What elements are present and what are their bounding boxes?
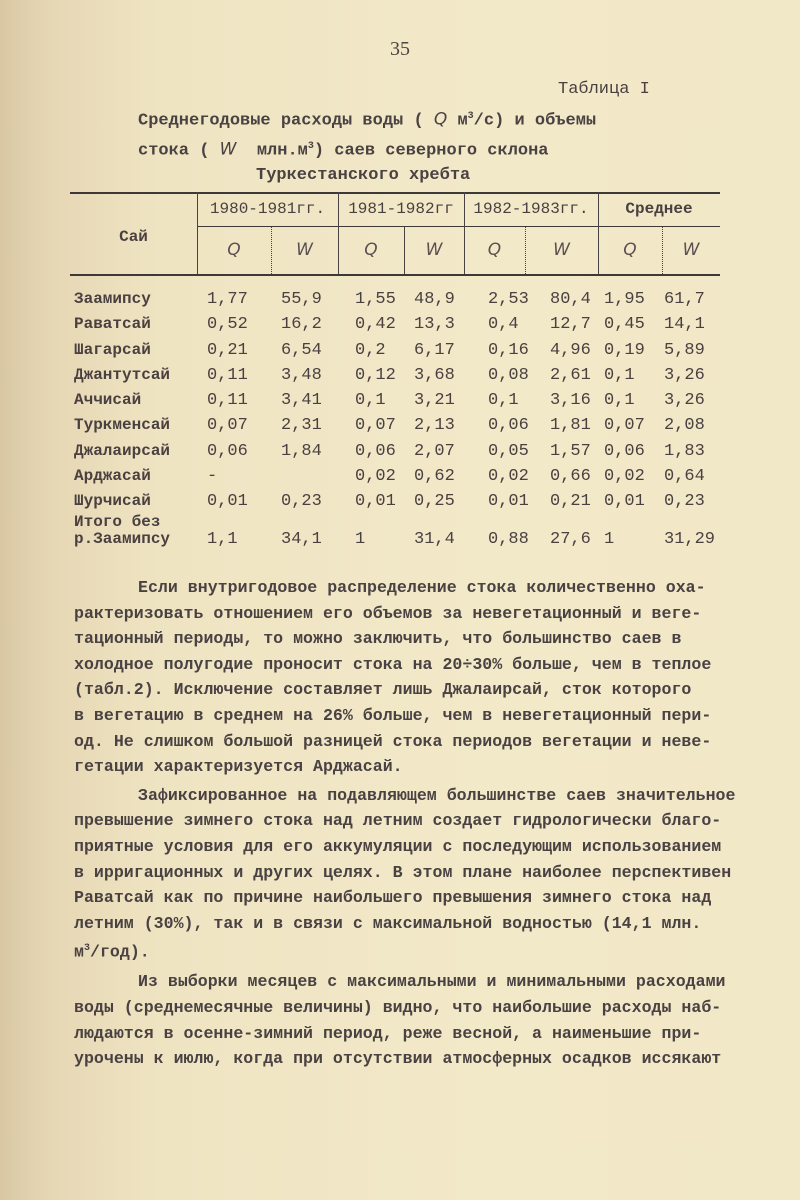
cell-value: 3,21: [414, 391, 455, 411]
table-row: [74, 341, 734, 366]
cell-value: 0,06: [355, 441, 396, 461]
cell-value: 2,53: [488, 290, 529, 309]
caption-sup: 3: [467, 111, 474, 122]
cell-value: 0,1: [604, 391, 635, 411]
row-name: Шурчисай: [74, 492, 151, 511]
header-bottom-rule: [70, 274, 720, 276]
table-body: [74, 290, 734, 562]
cell-value: 3,48: [281, 365, 322, 385]
cell-value: 4,96: [550, 340, 591, 360]
page-number: 35: [390, 38, 410, 60]
cell-value: 0,12: [355, 365, 396, 385]
row-name: Арджасай: [74, 467, 151, 486]
cell-value: 0,21: [207, 340, 248, 360]
cell-value: 1,55: [355, 290, 396, 309]
q-symbol: Q: [433, 109, 448, 130]
cell-value: 1: [604, 529, 615, 549]
row-name: Джантутсай: [74, 365, 171, 384]
cell-value: 0,4: [488, 315, 519, 335]
cell-value: 1,81: [550, 416, 591, 436]
cell-value: 0,1: [488, 391, 519, 411]
cell-value: 0,64: [664, 467, 705, 487]
cell-value: 5,89: [664, 340, 705, 360]
cell-value: 12,7: [550, 315, 591, 335]
cell-value: 61,7: [664, 290, 705, 309]
cell-value: 0,2: [355, 340, 386, 360]
row-name: Джалаирсай: [74, 441, 171, 460]
cell-value: 0,06: [488, 416, 529, 436]
header-period-1: 1980-1981гг.: [209, 200, 326, 218]
cell-value: 0,06: [604, 441, 645, 461]
caption-line-1: [138, 104, 596, 134]
cell-value: 80,4: [550, 290, 591, 309]
caption-unit: м: [447, 111, 468, 131]
cell-value: 6,54: [281, 340, 322, 360]
cell-value: 0,06: [207, 441, 248, 461]
subheader-q: Q: [364, 240, 378, 260]
text-line: Раватсай как по причине наибольшего превышения зимнего стока над: [74, 888, 712, 908]
cell-value: 0,62: [414, 467, 455, 487]
table-row-total: [74, 512, 734, 562]
cell-value: 0,01: [604, 492, 645, 512]
cell-value: 0,23: [664, 492, 705, 512]
cell-value: 0,21: [550, 492, 591, 512]
text-line: рактеризовать отношением его объемов за невегетационный и веге-: [74, 603, 702, 623]
cell-value: 48,9: [414, 290, 455, 309]
cell-value: 0,88: [488, 529, 529, 549]
cell-value: 31,4: [414, 529, 455, 549]
cell-value: 0,16: [488, 340, 529, 360]
text-line: холодное полугодие проносит стока на 20÷30% больше, чем в теплое: [74, 654, 712, 674]
cell-value: 0,07: [355, 416, 396, 436]
text-line: превышение зимнего стока над летним создает гидрологически благо-: [74, 811, 722, 831]
body-text: [74, 575, 754, 1072]
text-line: урочены к июлю, когда при отсутствии атмосферных осадков иссякают: [74, 1049, 722, 1069]
header-period-2: 1981-1982гг: [348, 200, 454, 218]
table-row: [74, 492, 734, 517]
header-period-4: Среднее: [625, 200, 693, 218]
cell-value: 2,08: [664, 416, 705, 436]
paragraph-1: [74, 575, 754, 780]
unit-text: /год).: [89, 942, 150, 962]
cell-value: 0,01: [355, 492, 396, 512]
paragraph-3: [74, 969, 754, 1071]
caption-text: Среднегодовые расходы воды (: [138, 111, 424, 131]
cell-value: 0,1: [604, 365, 635, 385]
cell-value: 0,1: [355, 391, 386, 411]
cell-value: 0,52: [207, 315, 248, 335]
subheader-w: W: [296, 240, 313, 260]
header-row-label: Сай: [119, 228, 148, 246]
cell-value: 3,16: [550, 391, 591, 411]
cell-value: 0,42: [355, 315, 396, 335]
cell-value: 27,6: [550, 529, 591, 549]
cell-value: 55,9: [281, 290, 322, 309]
row-name: Шагарсай: [74, 340, 151, 359]
text-line: в вегетацию в среднем на 26% больше, чем в невегетационный пери-: [74, 705, 712, 725]
cell-value: -: [207, 467, 218, 487]
table-row: [74, 366, 734, 391]
subheader-w: W: [682, 240, 700, 260]
subheader-q: Q: [487, 240, 502, 260]
text-line: [74, 936, 754, 965]
cell-value: 2,13: [414, 416, 455, 436]
cell-value: 0,45: [604, 315, 645, 335]
cell-value: 31,29: [664, 529, 716, 549]
text-line: Зафиксированное на подавляющем большинстве саев значительное: [138, 785, 736, 805]
cell-value: 1,1: [207, 529, 238, 549]
caption-line-2: [138, 134, 596, 164]
row-name: [74, 514, 170, 548]
subheader-w: W: [425, 240, 443, 260]
header-period-3: 1982-1983гг.: [473, 200, 589, 218]
row-name: Раватсай: [74, 315, 151, 334]
table-row: [74, 467, 734, 492]
row-name: Туркменсай: [74, 416, 171, 435]
cell-value: 0,02: [604, 467, 645, 487]
paragraph-2: [74, 783, 754, 966]
caption-unit: млн.м: [236, 141, 308, 161]
cell-value: 1,83: [664, 441, 705, 461]
row-name: Заамипсу: [74, 290, 151, 308]
cell-value: 0,11: [207, 365, 248, 385]
total-label-line-2: р.Заамипсу: [74, 529, 171, 548]
text-line: людаются в осенне-зимний период, реже весной, а наименьшие при-: [74, 1023, 702, 1043]
w-symbol: W: [219, 139, 237, 160]
cell-value: 0,11: [207, 391, 248, 411]
text-line: Если внутригодовое распределение стока количественно оха-: [138, 578, 706, 597]
cell-value: 3,68: [414, 365, 455, 385]
cell-value: 2,61: [550, 365, 591, 385]
total-label-line-1: Итого без: [74, 512, 161, 531]
text-line: приятные условия для его аккумуляции с последующим использованием: [74, 836, 722, 856]
caption-text: стока (: [138, 141, 210, 161]
subheader-q: Q: [623, 240, 637, 260]
cell-value: 0,02: [355, 467, 396, 487]
text-line: (табл.2). Исключение составляет лишь Джалаирсай, сток которого: [74, 680, 692, 700]
cell-value: 1,57: [550, 441, 591, 461]
table-row: [74, 391, 734, 416]
cell-value: 16,2: [281, 315, 322, 335]
cell-value: 0,07: [604, 416, 645, 436]
cell-value: 3,26: [664, 391, 705, 411]
subheader-q: Q: [227, 240, 241, 260]
caption-sup: 3: [307, 140, 314, 152]
cell-value: 0,07: [207, 416, 248, 436]
table-top-rule: [70, 192, 720, 194]
cell-value: 0,02: [488, 467, 529, 487]
table-row: [74, 416, 734, 441]
table-row: [74, 290, 734, 315]
cell-value: 3,41: [281, 391, 322, 411]
row-name: Аччисай: [74, 391, 142, 410]
cell-value: 0,08: [488, 365, 529, 385]
unit-sup: 3: [83, 943, 90, 955]
table-row: [74, 315, 734, 340]
cell-value: 2,31: [281, 416, 322, 436]
table-row: [74, 442, 734, 467]
table-label: Таблица I: [558, 80, 650, 99]
text-line: тационный периоды, то можно заключить, что большинство саев в: [74, 629, 682, 649]
caption-text: ) саев северного склона: [313, 141, 549, 161]
text-line: од. Не слишком большой разницей стока периодов вегетации и неве-: [74, 731, 712, 751]
cell-value: 13,3: [414, 315, 455, 335]
cell-value: 0,66: [550, 467, 591, 487]
table-header: [70, 190, 720, 278]
cell-value: 6,17: [414, 340, 455, 360]
cell-value: 3,26: [664, 365, 705, 385]
cell-value: 34,1: [281, 529, 322, 549]
text-line: в ирригационных и других целях. В этом плане наиболее перспективен: [74, 862, 732, 882]
table-caption: [138, 104, 596, 188]
cell-value: 0,05: [488, 441, 529, 461]
cell-value: 1,77: [207, 290, 248, 309]
text-line: Из выборки месяцев с максимальными и минимальными расходами: [138, 972, 726, 992]
unit-text: м: [74, 942, 84, 962]
header-mid-rule: [197, 226, 720, 227]
cell-value: 14,1: [664, 315, 705, 335]
caption-text: /с) и объемы: [473, 111, 597, 131]
cell-value: 1,84: [281, 441, 322, 461]
subheader-w: W: [553, 240, 570, 260]
cell-value: 0,01: [207, 492, 248, 512]
caption-line-3: Туркестанского хребта: [256, 166, 471, 186]
text-line: летним (30%), так и в связи с максимальной водностью (14,1 млн.: [74, 913, 702, 933]
cell-value: 0,23: [281, 492, 322, 512]
cell-value: 0,25: [414, 492, 455, 512]
cell-value: 1: [355, 529, 366, 549]
cell-value: 0,19: [604, 340, 645, 360]
cell-value: 1,95: [604, 290, 645, 309]
text-line: гетации характеризуется Арджасай.: [74, 757, 403, 777]
cell-value: 0,01: [488, 492, 529, 512]
text-line: воды (среднемесячные величины) видно, что наибольшие расходы наб-: [74, 998, 722, 1018]
cell-value: 2,07: [414, 441, 455, 461]
